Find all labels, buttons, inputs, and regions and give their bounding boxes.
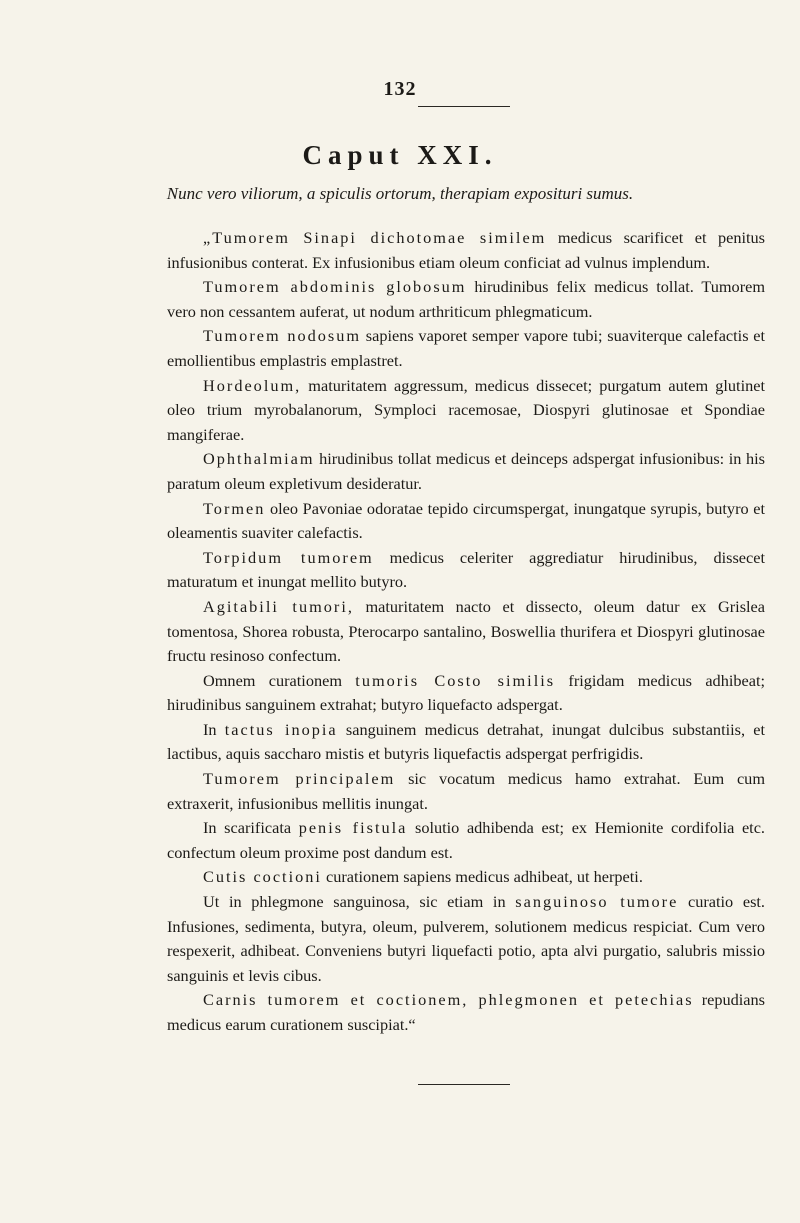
paragraph (167, 865, 765, 890)
page-number-rule (418, 106, 510, 107)
spaced-term: tactus inopia (224, 719, 338, 739)
paragraph-text: frigidam medicus adhibeat; hirudinibus sanguinem extrahat; butyro liquefacto adspergat. (167, 670, 765, 715)
paragraph-text: sic vocatum medicus hamo extrahat. Eum cum extraxerit, infusionibus mellitis inungat. (167, 769, 765, 813)
paragraph-text: repudians medicus earum curationem suscipiat.“ (167, 990, 765, 1034)
paragraph (167, 718, 765, 767)
paragraph-text: maturitatem aggressum, medicus dissecet; purgatum autem glutinet oleo trium myrobalanorum, Symploci racemosae, Diospyri glutinosae et Spondiae mangiferae. (167, 375, 765, 444)
chapter-title: Caput XXI. (302, 140, 498, 170)
spaced-term: Torpidum tumorem (203, 547, 374, 567)
spaced-term: penis fistula (298, 818, 408, 838)
paragraph (167, 988, 765, 1037)
paragraph (167, 595, 765, 669)
paragraph-text: sanguinem medicus detrahat, inungat dulcibus substantiis, et lactibus, aquis saccharo mistis et butyris liquefactis adspergat perfrigidis. (167, 719, 765, 764)
paragraph-lead: In scarificata (203, 818, 299, 838)
paragraph-text: maturitatem nacto et dissecto, oleum datur ex Grislea tomentosa, Shorea robusta, Pterocarpo santalino, Boswellia thurifera et Diospyri glutinosae fructu resinoso confectum. (167, 596, 766, 666)
paragraph-text: solutio adhibenda est; ex Hemionite cordifolia etc. confectum oleum proxime post dandum est. (167, 818, 765, 862)
chapter-subtitle: Nunc vero viliorum, a spiculis ortorum, therapiam exposituri sumus. (166, 184, 634, 203)
paragraph (167, 447, 765, 496)
page-number: 132 (383, 78, 417, 100)
spaced-term: tumoris Costo similis (355, 670, 556, 690)
paragraph-text: curationem sapiens medicus adhibeat, ut herpeti. (321, 867, 643, 887)
paragraph (167, 546, 765, 595)
paragraph (167, 374, 765, 448)
spaced-term: Carnis tumorem et coctionem, phlegmonen et petechias (203, 990, 694, 1010)
paragraph (167, 890, 765, 988)
paragraph-lead: Ut in phlegmone sanguinosa, sic etiam in (203, 892, 516, 912)
paragraph-text: medicus celeriter aggrediatur hirudinibus, dissecet maturatum et inungat mellito butyro. (167, 547, 765, 592)
paragraph (167, 816, 765, 865)
spaced-term: Cutis coctioni (203, 867, 322, 887)
paragraph (167, 324, 765, 373)
chapter-body (167, 226, 765, 1038)
spaced-term: Tumorem abdominis globosum (203, 277, 467, 297)
paragraph-text: hirudinibus tollat medicus et deinceps adspergat infusionibus: in his paratum oleum expletivum desideratur. (167, 449, 765, 493)
spaced-term: „Tumorem Sinapi dichotomae similem (203, 228, 547, 247)
spaced-term: Tumorem nodosum (203, 326, 362, 346)
paragraph-text: oleo Pavoniae odoratae tepido circumspergat, inungatque syrupis, butyro et oleamentis suaviter calefactis. (167, 498, 765, 543)
paragraph (167, 669, 765, 718)
end-rule (418, 1084, 510, 1085)
spaced-term: Tormen (203, 498, 266, 518)
spaced-term: Ophthalmiam (203, 449, 315, 469)
paragraph-lead: In (203, 719, 225, 739)
spaced-term: Agitabili tumori, (203, 596, 354, 616)
paragraph (167, 497, 765, 546)
spaced-term: sanguinoso tumore (515, 892, 679, 912)
spaced-term: Hordeolum, (203, 375, 302, 395)
paragraph (167, 226, 765, 275)
paragraph-text: hirudinibus felix medicus tollat. Tumorem vero non cessantem auferat, ut nodum arthriticum phlegmaticum. (167, 277, 766, 321)
spaced-term: Tumorem principalem (203, 769, 396, 789)
paragraph (167, 767, 765, 816)
paragraph-text: sapiens vaporet semper vapore tubi; suaviterque calefactis et emollientibus emplastris emplastret. (167, 326, 766, 370)
paragraph (167, 275, 765, 324)
paragraph-text: medicus scarificet et penitus infusionibus conterat. Ex infusionibus etiam oleum conficiat ad vulnus implendum. (167, 228, 765, 272)
paragraph-lead: Omnem curationem (203, 670, 356, 690)
paragraph-text: curatio est. Infusiones, sedimenta, butyra, oleum, pulverem, solutionem medicus respiciat. Cum vero respexerit, adhibeat. Conveniens butyri liquefacti potio, apta alvi purgatio, salubris missio sanguinis et levis cibus. (167, 892, 765, 985)
